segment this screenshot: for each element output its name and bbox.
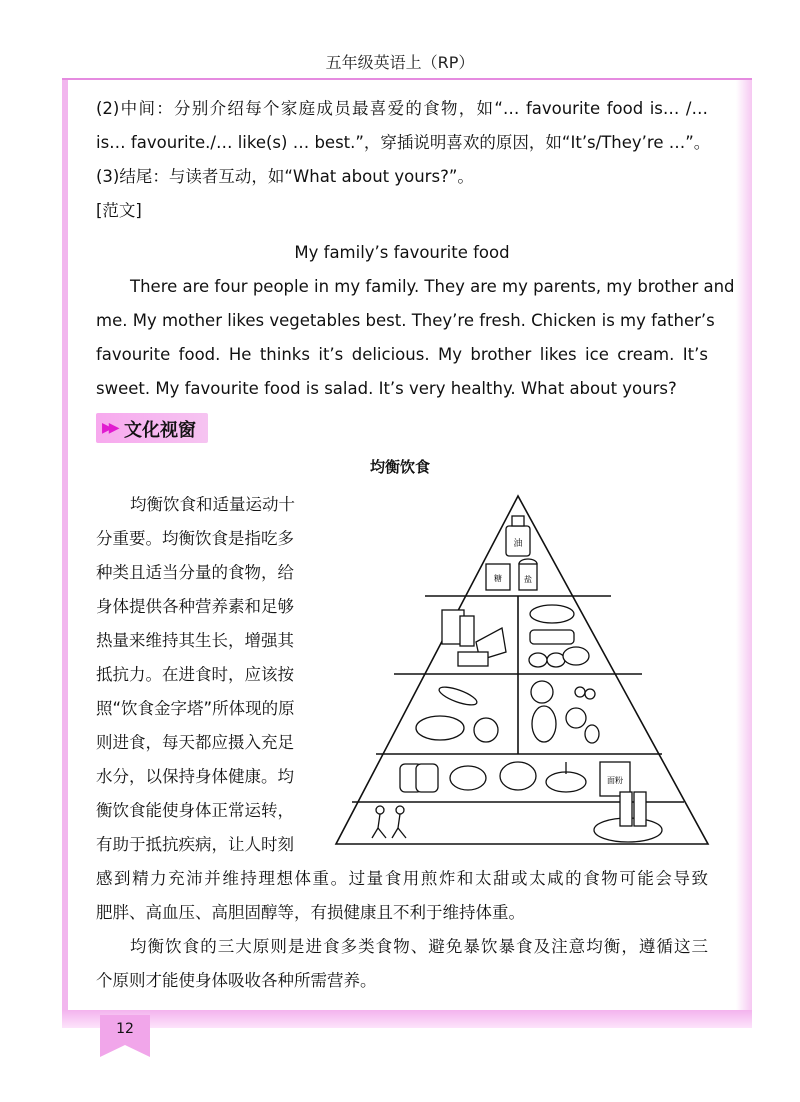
page-header: 五年级英语上（RP）	[325, 53, 475, 72]
culture-full-line-2: 肥胖、高血压、高胆固醇等，有损健康且不利于维持体重。	[96, 903, 525, 922]
culture-line-2: 分重要。均衡饮食是指吃多	[96, 529, 294, 548]
culture-last-line-1: 均衡饮食的三大原则是进食多类食物、避免暴饮暴食及注意均衡，遵循这三	[130, 937, 708, 956]
culture-left-column	[96, 488, 328, 862]
flour-label: 面粉	[607, 776, 623, 785]
page-shadow-right	[736, 80, 752, 1012]
double-arrow-icon: ▶▶	[102, 420, 116, 436]
oil-bottle-icon	[506, 516, 530, 556]
salt-label: 盐	[524, 575, 532, 584]
culture-line-5: 热量来维持其生长，增强其	[96, 631, 294, 650]
culture-section-tag	[96, 413, 208, 443]
culture-line-8: 则进食，每天都应摄入充足	[96, 733, 294, 752]
grains-icon	[400, 762, 630, 796]
sugar-label: 糖	[494, 574, 502, 583]
outline-middle-line2: is… favourite./… like(s) … best.”，穿插说明喜欢的原因，如“It’s/They’re …”。	[96, 133, 711, 152]
runners-icon	[372, 806, 406, 838]
culture-line-9: 水分，以保持身体健康。均	[96, 767, 294, 786]
culture-full-line-1: 感到精力充沛并维持理想体重。过量食用煎炸和太甜或太咸的食物可能会导致	[96, 869, 708, 888]
outline	[96, 92, 711, 228]
culture-line-6: 抵抗力。在进食时，应该按	[96, 665, 294, 684]
sample-line-2: me. My mother likes vegetables best. They’re fresh. Chicken is my father’s	[96, 311, 715, 330]
sample-line-4: sweet. My favourite food is salad. It’s very healthy. What about yours?	[96, 379, 677, 398]
outline-middle-line1: (2)中间：分别介绍每个家庭成员最喜爱的食物，如“… favourite food is… /…	[96, 99, 708, 118]
culture-line-1: 均衡饮食和适量运动十	[130, 495, 295, 514]
pyramid-title: 均衡饮食	[369, 458, 430, 476]
meat-fish-icon	[529, 605, 589, 667]
culture-section-label: 文化视窗	[124, 420, 196, 441]
culture-line-7: 照“饮食金字塔”所体现的原	[96, 699, 295, 718]
vegetables-icon	[416, 684, 498, 742]
culture-line-4: 身体提供各种营养素和足够	[96, 597, 294, 616]
food-pyramid-illustration	[330, 492, 720, 852]
culture-line-3: 种类且适当分量的食物，给	[96, 563, 294, 582]
page-number: 12	[116, 1021, 134, 1037]
sample-title: My family’s favourite food	[294, 243, 510, 262]
culture-line-10: 衡饮食能使身体正常运转，	[96, 801, 294, 820]
page-shadow-bottom	[62, 1010, 752, 1028]
sample-line-1: There are four people in my family. They are my parents, my brother and	[130, 277, 735, 296]
scale-icon	[594, 792, 662, 842]
culture-line-11: 有助于抵抗疾病，让人时刻	[96, 835, 294, 854]
outline-end-line: (3)结尾：与读者互动，如“What about yours?”。	[96, 167, 474, 186]
sample-essay	[96, 236, 735, 406]
sample-line-3: favourite food. He thinks it’s delicious. My brother likes ice cream. It’s	[96, 345, 708, 364]
sample-label: [范文]	[96, 201, 142, 220]
culture-continuation	[96, 862, 708, 998]
culture-last-line-2: 个原则才能使身体吸收各种所需营养。	[96, 971, 377, 990]
fruit-icon	[531, 681, 599, 743]
dairy-icon	[442, 610, 506, 666]
oil-label: 油	[513, 539, 523, 549]
